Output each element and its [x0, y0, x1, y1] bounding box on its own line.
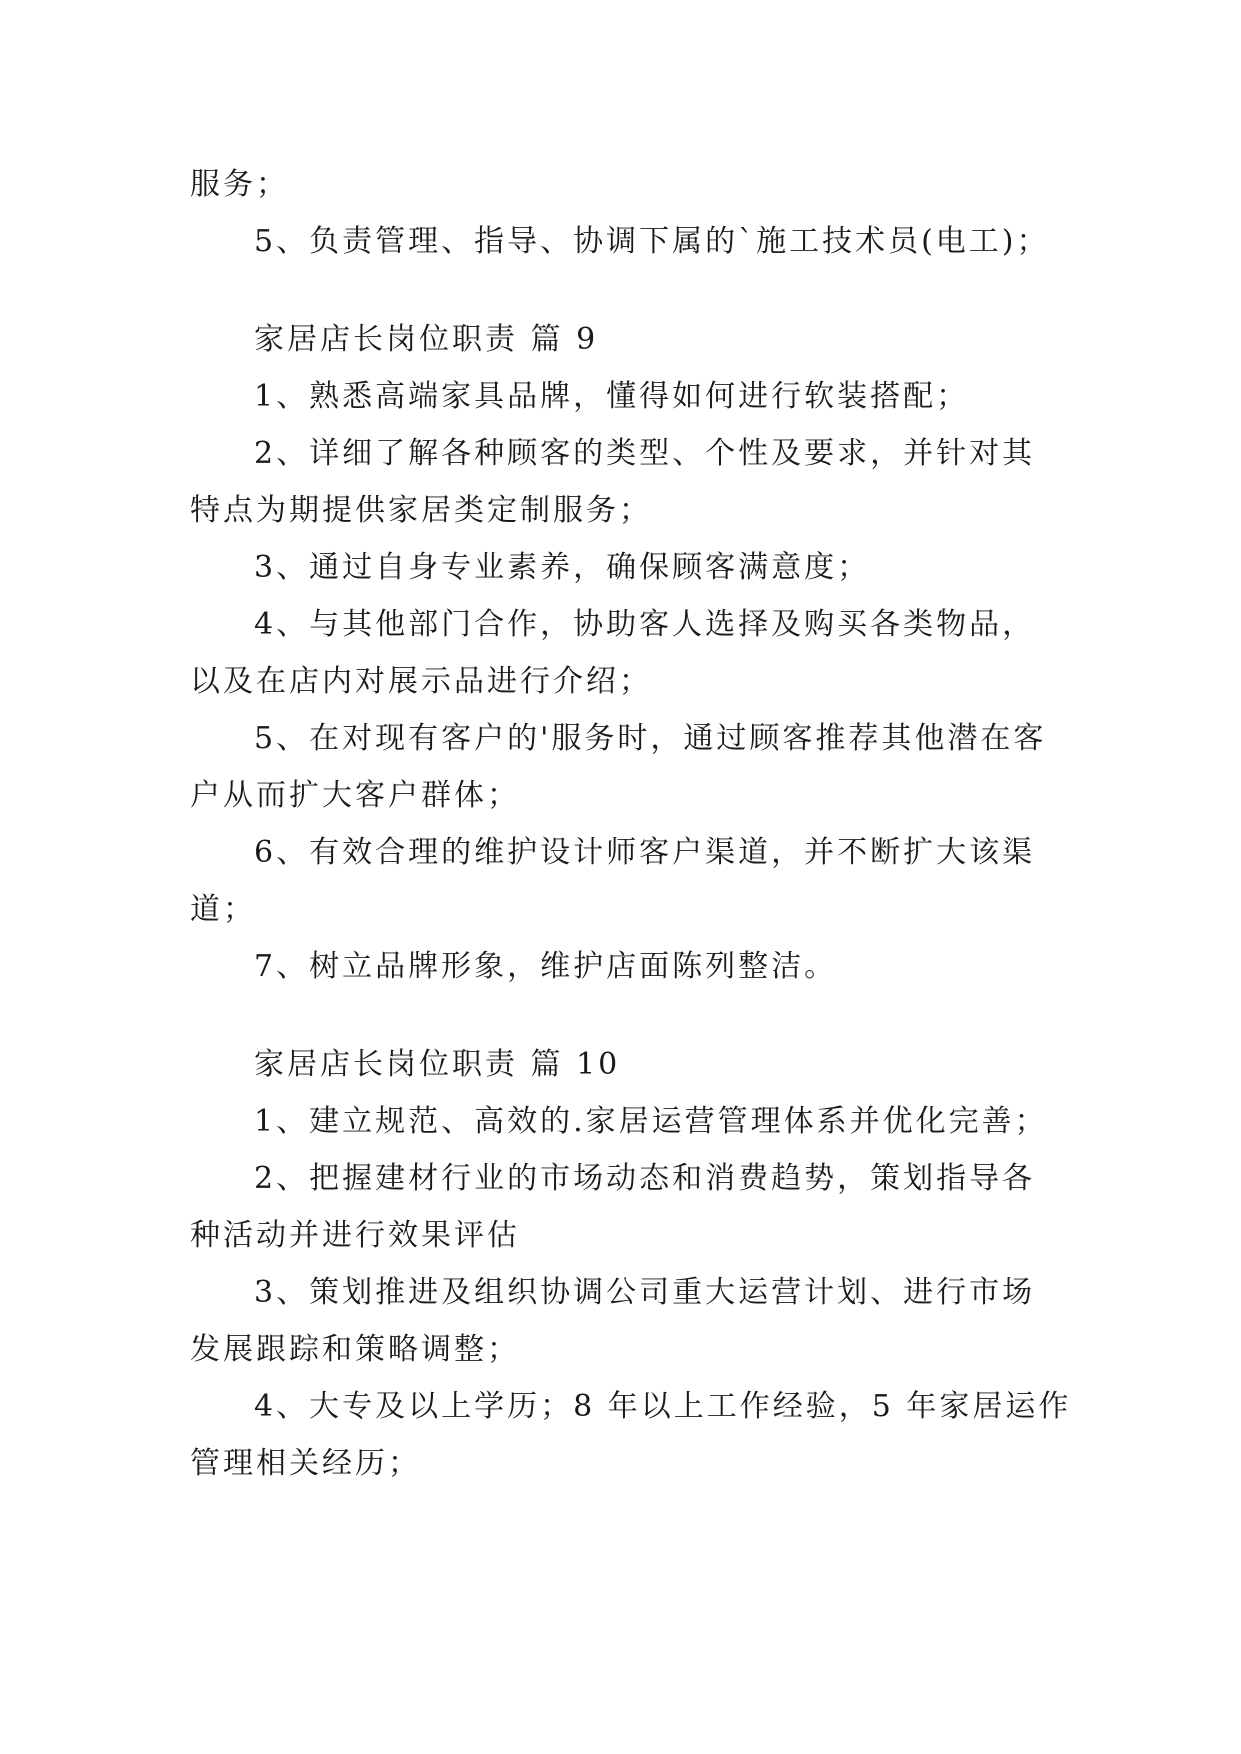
list-item-4-continuation: 管理相关经历；: [190, 1446, 421, 1481]
list-item-5-continuation: 户从而扩大客户群体；: [190, 778, 520, 813]
list-item-4: 4、与其他部门合作，协助客人选择及购买各类物品，: [254, 607, 1036, 642]
list-item-2: 2、详细了解各种顾客的类型、个性及要求，并针对其: [254, 436, 1036, 471]
list-item-1: 1、熟悉高端家具品牌，懂得如何进行软装搭配；: [254, 379, 970, 414]
list-item-3-continuation: 发展跟踪和策略调整；: [190, 1332, 520, 1367]
list-item-5: 5、负责管理、指导、协调下属的`施工技术员(电工)；: [254, 224, 1050, 259]
list-item-3: 3、策划推进及组织协调公司重大运营计划、进行市场: [254, 1275, 1036, 1310]
section-heading-10: 家居店长岗位职责 篇 10: [254, 1047, 621, 1082]
list-item-6-continuation: 道；: [190, 892, 256, 927]
section-heading-9: 家居店长岗位职责 篇 9: [254, 322, 599, 357]
list-item-7: 7、树立品牌形象，维护店面陈列整洁。: [254, 949, 838, 984]
list-item-3: 3、通过自身专业素养，确保顾客满意度；: [254, 550, 871, 585]
list-item-2-continuation: 特点为期提供家居类定制服务；: [190, 493, 652, 528]
list-item-1: 1、建立规范、高效的.家居运营管理体系并优化完善；: [254, 1104, 1048, 1139]
text-line-continuation: 服务；: [190, 167, 289, 202]
list-item-6: 6、有效合理的维护设计师客户渠道，并不断扩大该渠: [254, 835, 1036, 870]
list-item-4: 4、大专及以上学历；8 年以上工作经验，5 年家居运作: [254, 1389, 1072, 1424]
list-item-5: 5、在对现有客户的'服务时，通过顾客推荐其他潜在客: [254, 721, 1047, 756]
list-item-2-continuation: 种活动并进行效果评估: [190, 1218, 520, 1253]
list-item-2: 2、把握建材行业的市场动态和消费趋势，策划指导各: [254, 1161, 1036, 1196]
list-item-4-continuation: 以及在店内对展示品进行介绍；: [190, 664, 652, 699]
